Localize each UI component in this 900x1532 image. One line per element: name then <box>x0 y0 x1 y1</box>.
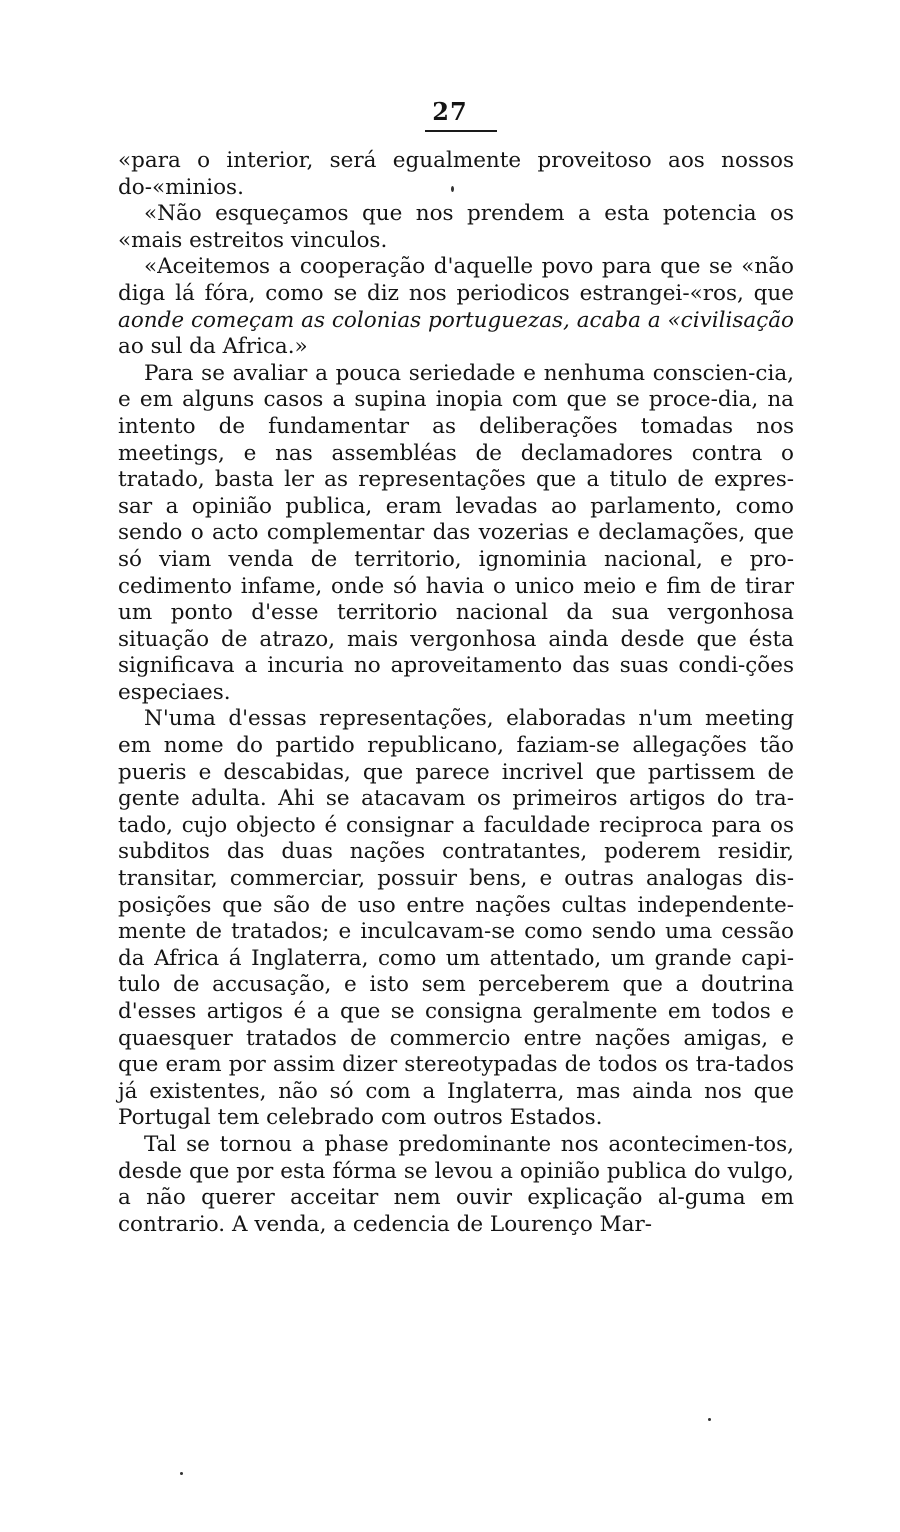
italic-phrase: aonde começam as colonias portuguezas, acaba a «civilisação <box>118 307 794 333</box>
paragraph-3 <box>118 254 794 360</box>
text-run: N'uma d'essas representações, elaboradas n'um meeting em nome do partido republicano, faziam-se allegações tão pueris e descabidas, que parece incrivel que partissem de gente adulta. Ahi se atacavam os primeiros artigos do tra-tado, cujo objecto é consignar a faculdade reciproca para os subditos das duas nações contratantes, poderem residir, transitar, commerciar, possuir bens, e outras analogas dis-posições que são de uso entre nações cultas independente-mente de tratados; e inculcavam-se como sendo uma cessão da Africa á Inglaterra, como um attentado, um grande capi-tulo de accusação, e isto sem perceberem que a doutrina d'esses artigos é a que se consigna geralmente em todos e quaesquer tratados de commercio entre nações amigas, e que eram por assim dizer stereotypadas de todos os tra-tados já existentes, não só com a Inglaterra, mas ainda nos que Portugal tem celebrado com outros Estados. <box>118 706 794 1131</box>
text-run: Tal se tornou a phase predominante nos acontecimen-tos, desde que por esta fórma se levou a opinião publica do vulgo, a não querer acceitar nem ouvir explicação al-guma em contrario. A venda, a cedencia de Lourenço Mar- <box>118 1131 794 1237</box>
print-speck <box>180 1472 183 1475</box>
text-run: ao sul da Africa.» <box>118 334 308 360</box>
print-speck <box>451 186 454 192</box>
text-run: «para o interior, será egualmente proveitoso aos nossos do-«minios. <box>118 148 794 200</box>
text-run: «Não esqueçamos que nos prendem a esta potencia os «mais estreitos vinculos. <box>118 201 794 253</box>
print-speck <box>708 1418 711 1421</box>
paragraph-4 <box>118 361 794 707</box>
paragraph-1 <box>118 148 794 201</box>
body-text <box>118 148 794 1238</box>
text-run: «Aceitemos a cooperação d'aquelle povo para que se «não diga lá fóra, como se diz nos periodicos estrangei-«ros, que <box>118 254 794 306</box>
text-run: Para se avaliar a pouca seriedade e nenhuma conscien-cia, e em alguns casos a supina inopia com que se proce-dia, na intento de fundamentar as deliberações tomadas nos meetings, e nas assembléas de declamadores contra o tratado, basta ler as representações que a titulo de expres-sar a opinião publica, eram levadas ao parlamento, como sendo o acto complementar das vozerias e declamações, que só viam venda de territorio, ignominia nacional, e pro-cedimento infame, onde só havia o unico meio e fim de tirar um ponto d'esse territorio nacional da sua vergonhosa situação de atrazo, mais vergonhosa ainda desde que ésta significava a incuria no aproveitamento das suas condi-ções especiaes. <box>118 360 794 705</box>
page-number-rule <box>425 130 497 132</box>
paragraph-2 <box>118 201 794 254</box>
page-number: 27 <box>432 97 468 126</box>
paragraph-6 <box>118 1132 794 1238</box>
paragraph-5 <box>118 706 794 1132</box>
